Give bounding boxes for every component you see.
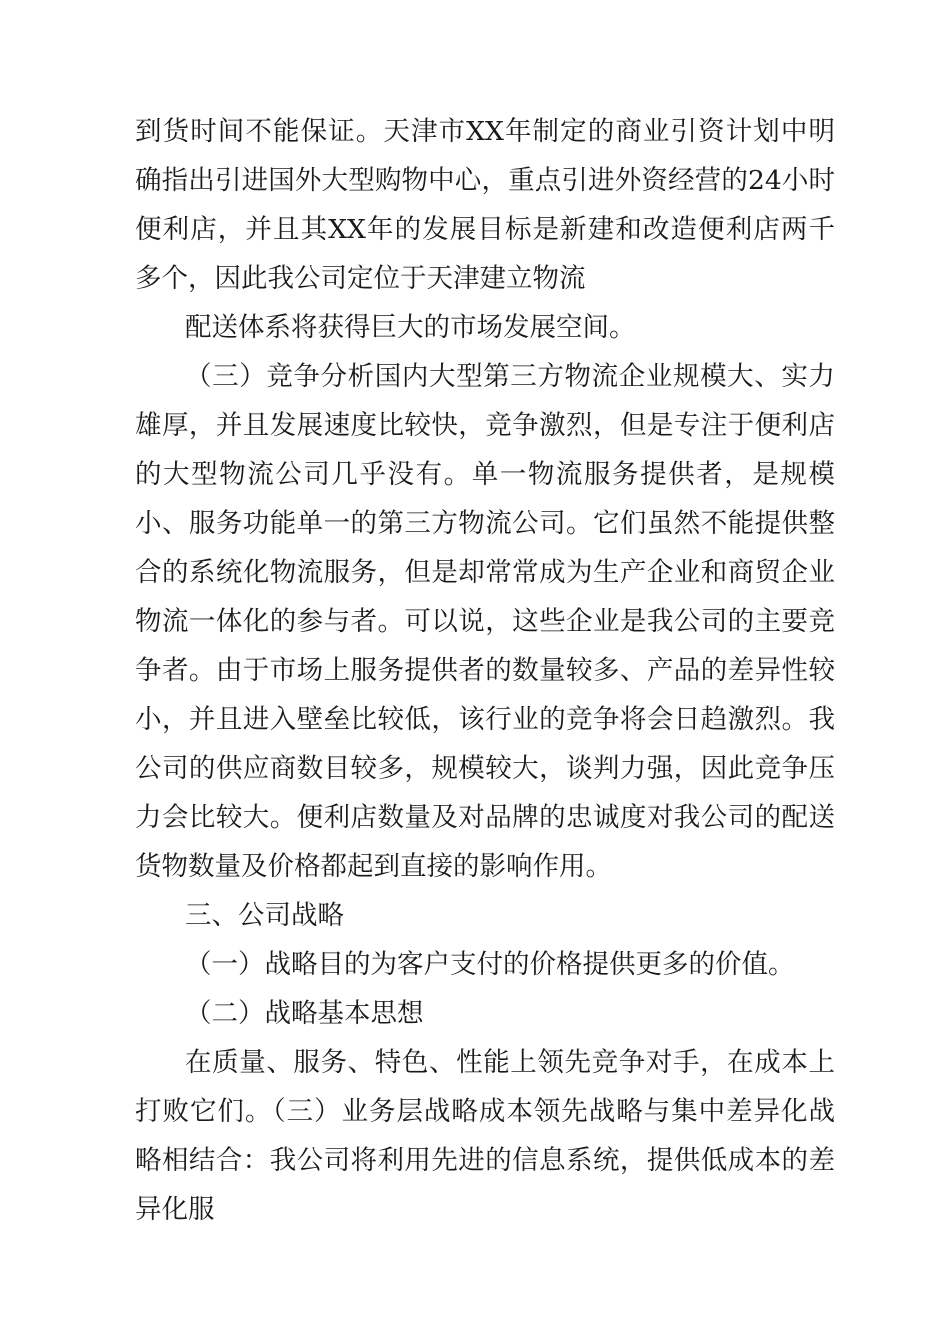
document-body: [135, 107, 835, 1234]
paragraph-business-strategy: 在质量、服务、特色、性能上领先竞争对手，在成本上打败它们。（三）业务层战略成本领先战略与集中差异化战略相结合：我公司将利用先进的信息系统，提供低成本的差异化服: [135, 1047, 835, 1225]
paragraph-distribution-space: 配送体系将获得巨大的市场发展空间。: [185, 312, 636, 343]
paragraph-competition-analysis: （三）竞争分析国内大型第三方物流企业规模大、实力雄厚，并且发展速度比较快，竞争激烈，但是专注于便利店的大型物流公司几乎没有。单一物流服务提供者，是规模小、服务功能单一的第三方物流公司。它们虽然不能提供整合的系统化物流服务，但是却常常成为生产企业和商贸企业物流一体化的参与者。可以说，这些企业是我公司的主要竞争者。由于市场上服务提供者的数量较多、产品的差异性较小，并且进入壁垒比较低，该行业的竞争将会日趋激烈。我公司的供应商数目较多，规模较大，谈判力强，因此竞争压力会比较大。便利店数量及对品牌的忠诚度对我公司的配送货物数量及价格都起到直接的影响作用。: [135, 361, 835, 882]
heading-company-strategy: 三、公司战略: [185, 900, 344, 931]
paragraph-strategy-basic-idea: （二）战略基本思想: [185, 998, 424, 1029]
paragraph-continuation: 到货时间不能保证。天津市XX年制定的商业引资计划中明确指出引进国外大型购物中心，重点引进外资经营的24小时便利店，并且其XX年的发展目标是新建和改造便利店两千多个，因此我公司定位于天津建立物流: [135, 116, 835, 294]
paragraph-strategy-purpose: （一）战略目的为客户支付的价格提供更多的价值。: [185, 949, 795, 980]
